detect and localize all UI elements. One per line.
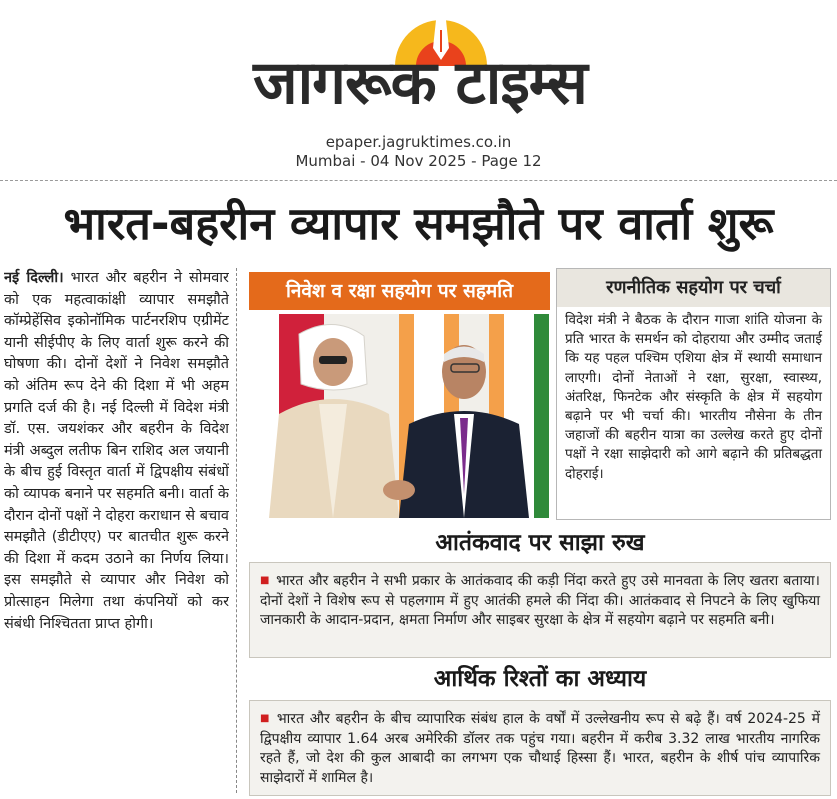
sidebar-title: रणनीतिक सहयोग पर चर्चा bbox=[557, 269, 830, 307]
newspaper-logo bbox=[220, 8, 620, 118]
masthead bbox=[0, 0, 837, 180]
main-headline: भारत-बहरीन व्यापार समझौते पर वार्ता शुरू bbox=[63, 197, 774, 250]
section-heading-terrorism: आतंकवाद पर साझा रुख bbox=[435, 530, 645, 556]
edition-info: Mumbai - 04 Nov 2025 - Page 12 bbox=[295, 152, 542, 170]
article-body-column bbox=[4, 268, 229, 796]
photo-banner: निवेश व रक्षा सहयोग पर सहमति bbox=[249, 272, 550, 310]
section-box-terrorism bbox=[249, 562, 831, 658]
strategic-cooperation-box bbox=[556, 268, 831, 520]
column-divider bbox=[236, 268, 237, 793]
article-body: भारत और बहरीन ने सोमवार को एक महत्वाकांक्षी व्यापार समझौते कॉम्प्रेहेंसिव इकोनॉमिक पार्टनरशिप एग्रीमेंट यानी सीईपीए के लिए वार्ता शुरू करने की घोषणा की। दोनों देशों ने निवेश समझौते को अंतिम रूप देने की दिशा में भी अहम प्रगति दर्ज की है। नई दिल्ली में विदेश मंत्री डॉ. एस. जयशंकर और बहरीन के विदेश मंत्री अब्दुल लतीफ बिन राशिद अल जयानी के बीच हुई विस्तृत वार्ता में द्विपक्षीय संबंधों को व्यापक बनाने पर सहमति बनी। वार्ता के दौरान दोनों पक्षों ने दोहरा कराधान से बचाव समझौते (डीटीएए) पर बातचीत शुरू करने की दिशा में कदम उठाने का निर्णय लिया। इस समझौते से व्यापार और निवेश को प्रोत्साहन मिलेगा तथा कंपनियों को कर संबंधी निश्चितता प्राप्त होगी। bbox=[4, 270, 229, 632]
logo-text: जागरूक टाइम्स bbox=[253, 48, 587, 118]
section-body-economy: भारत और बहरीन के बीच व्यापारिक संबंध हाल के वर्षों में उल्लेखनीय रूप से बढ़े हैं। वर्ष 2024-25 में द्विपक्षीय व्यापार 1.64 अरब अमेरिकी डॉलर तक पहुंच गया। बहरीन में करीब 3.32 लाख भारतीय नागरिक रहते हैं, जो देश की कुल आबादी का लगभग एक चौथाई हिस्सा हैं। भारत, बहरीन के शीर्ष पांच व्यापारिक साझेदारों में शामिल है। bbox=[260, 711, 820, 786]
epaper-url: epaper.jagruktimes.co.in bbox=[325, 133, 512, 151]
ministers-handshake-photo bbox=[249, 314, 549, 518]
bullet-icon: ■ bbox=[260, 713, 271, 724]
section-body-terrorism: भारत और बहरीन ने सभी प्रकार के आतंकवाद की कड़ी निंदा करते हुए उसे मानवता के लिए खतरा बताया। दोनों देशों ने विशेष रूप से पहलगाम में हुए आतंकी हमले की निंदा की। आतंकवाद से निपटने के लिए खुफिया जानकारी के आदान-प्रदान, क्षमता निर्माण और साइबर सुरक्षा के क्षेत्र में सहयोग बढ़ाने पर सहमति बनी। bbox=[260, 573, 820, 629]
bullet-icon: ■ bbox=[260, 575, 271, 586]
handshake-illustration bbox=[249, 314, 549, 518]
sidebar-body: विदेश मंत्री ने बैठक के दौरान गाजा शांति योजना के प्रति भारत के समर्थन को दोहराया और उम्मीद जताई कि यह पहल पश्चिम एशिया क्षेत्र में स्थायी समाधान लाएगी। दोनों नेताओं ने रक्षा, सुरक्षा, स्वास्थ्य, अंतरिक्ष, फिनटेक और संस्कृति के क्षेत्र में सहयोग बढ़ाने पर भी चर्चा की। भारतीय नौसेना के तीन जहाजों की बहरीन यात्रा का उल्लेख करते हुए दोनों पक्षों ने रक्षा साझेदारी को आगे बढ़ाने की प्रतिबद्धता दोहराई। bbox=[565, 312, 822, 482]
masthead-divider bbox=[0, 180, 837, 181]
dateline: नई दिल्ली। bbox=[4, 270, 64, 286]
section-box-economy bbox=[249, 700, 831, 796]
section-heading-economy: आर्थिक रिश्तों का अध्याय bbox=[433, 666, 647, 692]
